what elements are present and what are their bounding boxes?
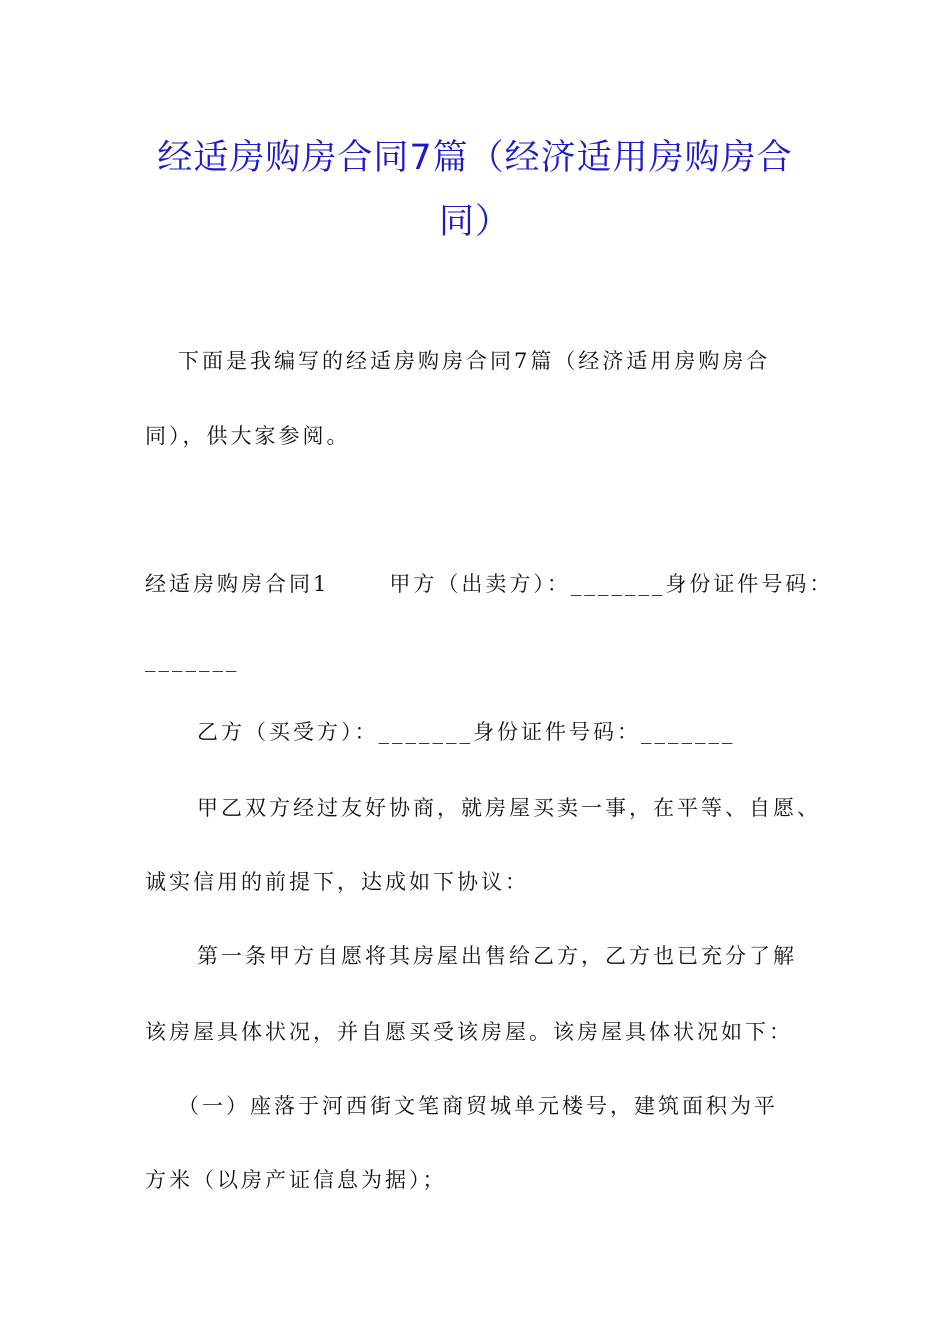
title-line-1: 经适房购房合同7篇（经济适用房购房合 <box>157 138 793 178</box>
item-1-line-1: （一）座落于河西街文笔商贸城单元楼号，建筑面积为平 <box>178 1094 778 1118</box>
intro-line-1: 下面是我编写的经适房购房合同7篇（经济适用房购房合 <box>178 349 771 373</box>
document-title <box>145 126 805 254</box>
agreement-line-1: 甲乙双方经过友好协商，就房屋买卖一事，在平等、自愿、 <box>197 796 821 820</box>
article-1-line-2: 该房屋具体状况，并自愿买受该房屋。该房屋具体状况如下： <box>145 1020 793 1044</box>
article-1-line-1: 第一条甲方自愿将其房屋出售给乙方，乙方也已充分了解 <box>197 944 797 968</box>
contract-heading-row <box>145 569 833 599</box>
agreement-line-2: 诚实信用的前提下，达成如下协议： <box>145 870 529 894</box>
party-b-line: 乙方（买受方）：_______身份证件号码：_______ <box>197 720 736 744</box>
party-a-id-blank: _______ <box>145 648 240 672</box>
contract-heading: 经适房购房合同1 <box>145 572 330 596</box>
title-line-2: 同） <box>438 202 511 242</box>
intro-line-2: 同），供大家参阅。 <box>145 424 351 448</box>
party-a-line: 甲方（出卖方）：_______身份证件号码： <box>389 572 834 596</box>
item-1-line-2: 方米（以房产证信息为据）； <box>145 1168 447 1192</box>
